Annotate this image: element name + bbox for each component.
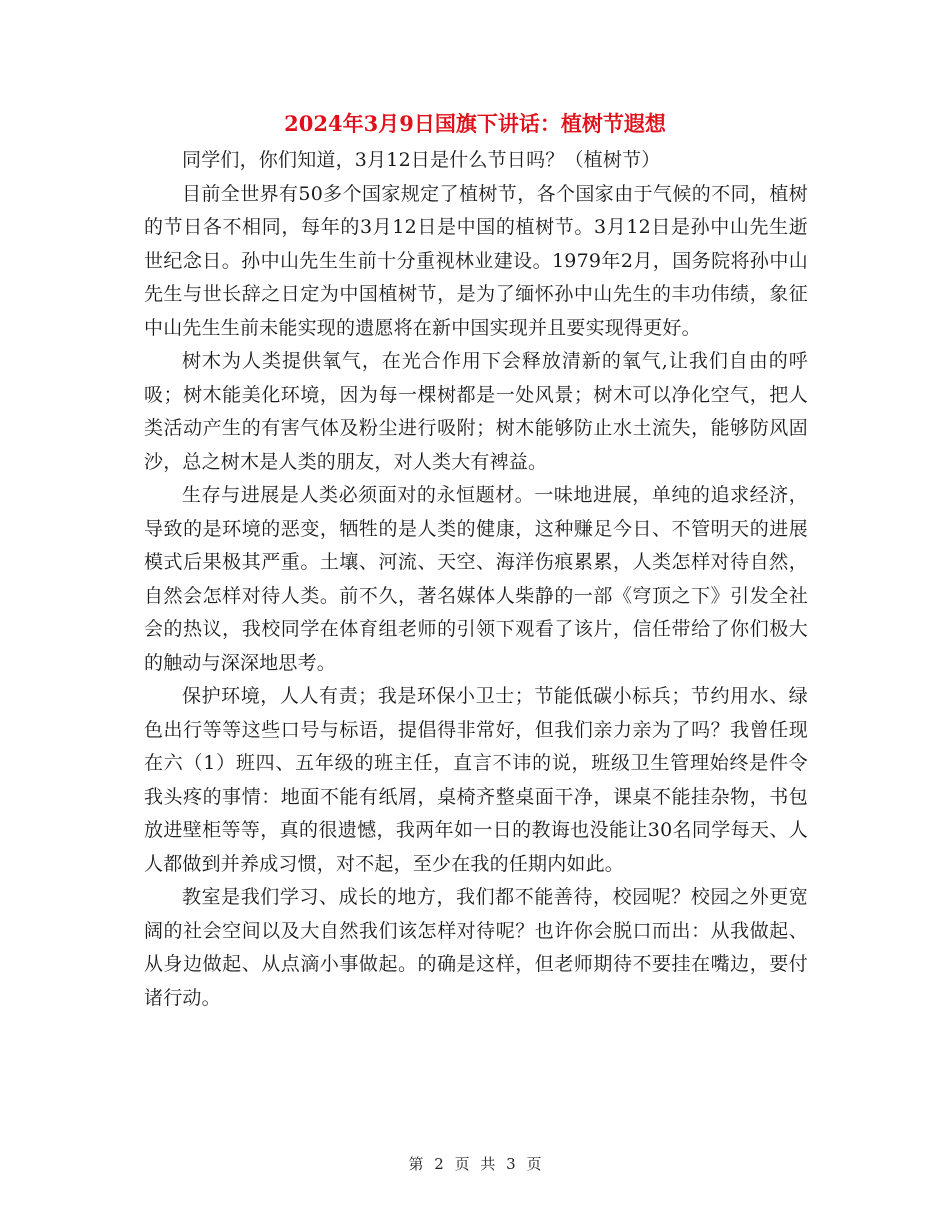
document-title: 2024年3月9日国旗下讲话：植树节遐想: [284, 111, 666, 136]
paragraph: 目前全世界有50多个国家规定了植树节，各个国家由于气候的不同，植树的节日各不相同，每年的3月12日是中国的植树节。3月12日是孙中山先生逝世纪念日。孙中山先生生前十分重视林业建设。1979年2月，国务院将孙中山先生与世长辞之日定为中国植树节，是为了缅怀孙中山先生的丰功伟绩，象征中山先生生前未能实现的遗愿将在新中国实现并且要实现得更好。: [144, 182, 808, 339]
paragraph: 同学们，你们知道，3月12日是什么节日吗？（植树节）: [182, 149, 661, 171]
paragraph: 树木为人类提供氧气，在光合作用下会释放清新的氧气,让我们自由的呼吸；树木能美化环境，因为每一棵树都是一处风景；树木可以净化空气，把人类活动产生的有害气体及粉尘进行吸附；树木能够防止水土流失，能够防风固沙，总之树木是人类的朋友，对人类大有裨益。: [144, 350, 808, 473]
paragraph: 教室是我们学习、成长的地方，我们都不能善待，校园呢？校园之外更宽阔的社会空间以及大自然我们该怎样对待呢？也许你会脱口而出：从我做起、从身边做起、从点滴小事做起。的确是这样，但老师期待不要挂在嘴边，要付诸行动。: [144, 886, 808, 1009]
paragraph: 保护环境，人人有责；我是环保小卫士；节能低碳小标兵；节约用水、绿色出行等等这些口号与标语，提倡得非常好，但我们亲力亲为了吗？我曾任现在六（1）班四、五年级的班主任，直言不讳的说，班级卫生管理始终是件令我头疼的事情：地面不能有纸屑，桌椅齐整桌面干净，课桌不能挂杂物，书包放进壁柜等等，真的很遗憾，我两年如一日的教诲也没能让30名同学每天、人人都做到并养成习惯，对不起，至少在我的任期内如此。: [144, 685, 808, 875]
paragraph: 生存与进展是人类必须面对的永恒题材。一味地进展，单纯的追求经济，导致的是环境的恶变，牺牲的是人类的健康，这种赚足今日、不管明天的进展模式后果极其严重。土壤、河流、天空、海洋伤痕累累，人类怎样对待自然，自然会怎样对待人类。前不久，著名媒体人柴静的一部《穹顶之下》引发全社会的热议，我校同学在体育组老师的引领下观看了该片，信任带给了你们极大的触动与深深地思考。: [144, 484, 808, 674]
document-body: [144, 144, 808, 1015]
page-footer: 第 2 页 共 3 页: [408, 1155, 542, 1173]
